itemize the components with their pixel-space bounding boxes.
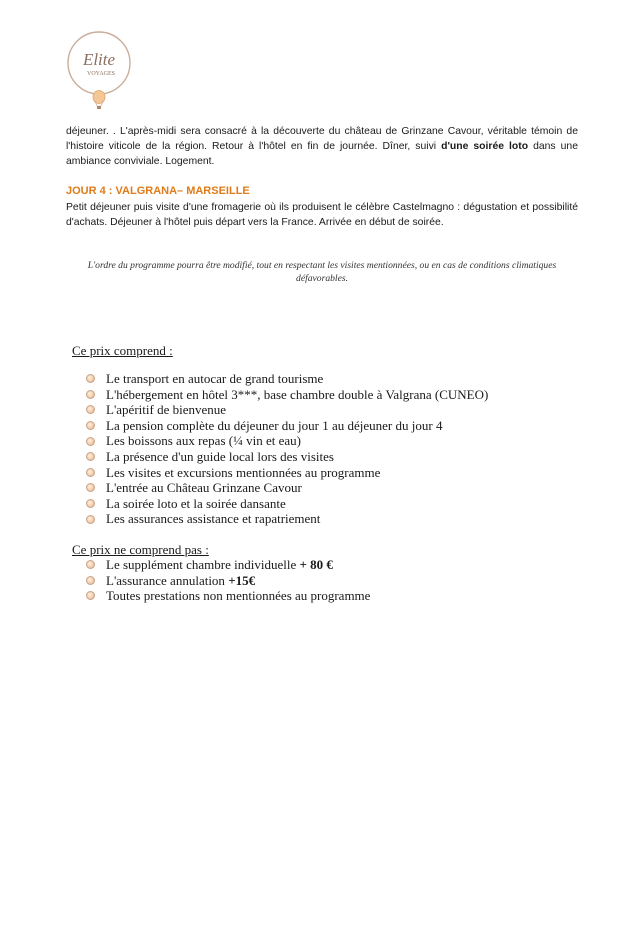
list-item: L'hébergement en hôtel 3***, base chambre double à Valgrana (CUNEO) <box>86 387 488 403</box>
bullet-icon <box>86 437 95 446</box>
day4-title: JOUR 4 : VALGRANA– MARSEILLE <box>66 185 250 197</box>
bullet-icon <box>86 499 95 508</box>
list-item: L'assurance annulation +15€ <box>86 573 370 589</box>
list-item: Le supplément chambre individuelle + 80 € <box>86 557 370 573</box>
list-item: La présence d'un guide local lors des visites <box>86 449 488 465</box>
excludes-list <box>86 557 370 604</box>
day4-paragraph: Petit déjeuner puis visite d'une fromagerie où ils produisent le célèbre Castelmagno : dégustation et possibilité d'achats. Déjeuner à l'hôtel puis départ vers la France. Arrivée en début de soirée. <box>66 202 578 228</box>
bullet-icon <box>86 483 95 492</box>
list-item: Toutes prestations non mentionnées au programme <box>86 588 370 604</box>
includes-title: Ce prix comprend : <box>72 343 173 358</box>
bullet-icon <box>86 591 95 600</box>
list-item: L'apéritif de bienvenue <box>86 402 488 418</box>
bullet-icon <box>86 468 95 477</box>
list-item: Les assurances assistance et rapatriement <box>86 511 488 527</box>
bullet-icon <box>86 576 95 585</box>
elite-voyages-logo <box>64 30 134 110</box>
bullet-icon <box>86 405 95 414</box>
bullet-icon <box>86 560 95 569</box>
excludes-title: Ce prix ne comprend pas : <box>72 542 209 557</box>
list-item: Les boissons aux repas (¼ vin et eau) <box>86 433 488 449</box>
bullet-icon <box>86 390 95 399</box>
program-note: L'ordre du programme pourra être modifié, tout en respectant les visites mentionnées, ou en cas de conditions climatiques défavorables. <box>87 260 557 284</box>
list-item: Les visites et excursions mentionnées au programme <box>86 465 488 481</box>
includes-list <box>86 371 488 527</box>
bullet-icon <box>86 374 95 383</box>
list-item: La soirée loto et la soirée dansante <box>86 496 488 512</box>
list-item: L'entrée au Château Grinzane Cavour <box>86 480 488 496</box>
bullet-icon <box>86 421 95 430</box>
bullet-icon <box>86 452 95 461</box>
list-item: Le transport en autocar de grand tourisme <box>86 371 488 387</box>
list-item: La pension complète du déjeuner du jour 1 au déjeuner du jour 4 <box>86 418 488 434</box>
bullet-icon <box>86 515 95 524</box>
day3-paragraph: déjeuner. . L'après-midi sera consacré à la découverte du château de Grinzane Cavour, véritable témoin de l'histoire viticole de la région. Retour à l'hôtel en fin de journée. Dîner, suivi d'une soirée loto dans une ambiance conviviale. Logement. <box>66 126 578 167</box>
logo-name: Elite <box>82 50 116 69</box>
balloon-icon <box>93 91 105 110</box>
logo-subtitle: VOYAGES <box>86 71 116 77</box>
